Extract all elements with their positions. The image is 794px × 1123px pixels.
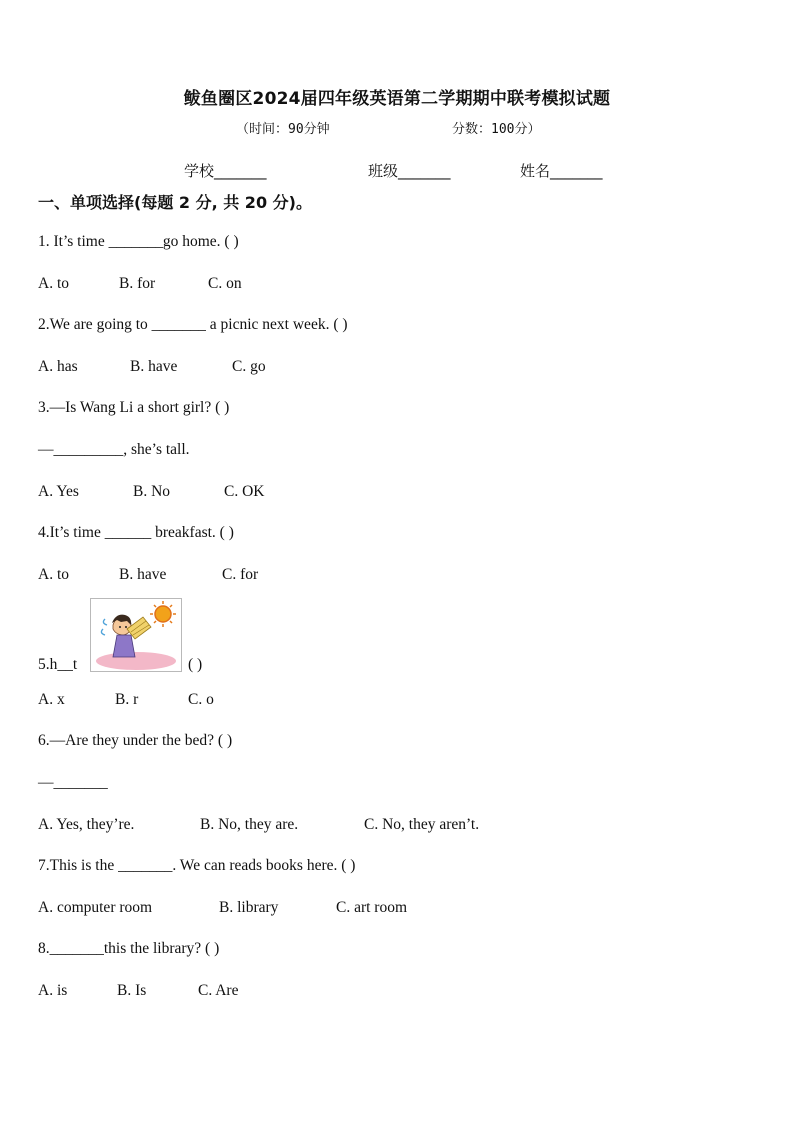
q2-option-b: B. have [130, 358, 178, 375]
question-1: 1. It’s time _______go home. ( ) [38, 233, 239, 250]
question-5-blank: ( ) [188, 656, 203, 673]
question-7: 7.This is the _______. We can reads books here. ( ) [38, 857, 356, 874]
q4-option-b: B. have [119, 566, 167, 583]
class-field: 班级_______ [368, 162, 451, 180]
q4-option-c: C. for [222, 566, 259, 583]
exam-title: 鲅鱼圈区2024届四年级英语第二学期期中联考模拟试题 [183, 89, 611, 109]
q3-option-a: A. Yes [38, 483, 79, 500]
q1-option-b: B. for [119, 275, 156, 292]
q1-option-a: A. to [38, 275, 69, 292]
q7-option-c: C. art room [336, 899, 408, 916]
question-6: 6.—Are they under the bed? ( ) [38, 732, 233, 749]
q5-option-a: A. x [38, 691, 65, 708]
q2-option-a: A. has [38, 358, 78, 375]
question-2: 2.We are going to _______ a picnic next week. ( ) [38, 316, 348, 333]
exam-time: （时间：90分钟 [236, 122, 330, 137]
q6-option-b: B. No, they are. [200, 816, 299, 833]
question-5: 5.h__t [38, 656, 78, 673]
q2-option-c: C. go [232, 358, 266, 375]
question-6-reply: —_______ [38, 774, 108, 791]
q1-option-c: C. on [208, 275, 242, 292]
boy-fanning-under-sun-icon [91, 599, 181, 671]
question-3: 3.—Is Wang Li a short girl? ( ) [38, 399, 230, 416]
q5-option-b: B. r [115, 691, 139, 708]
q8-option-c: C. Are [198, 982, 239, 999]
q8-option-b: B. Is [117, 982, 147, 999]
exam-score: 分数：100分） [452, 122, 541, 137]
school-field: 学校_______ [184, 162, 267, 180]
q7-option-b: B. library [219, 899, 279, 916]
q3-option-b: B. No [133, 483, 171, 500]
section-title: 一、单项选择(每题 2 分, 共 20 分)。 [38, 193, 312, 212]
q8-option-a: A. is [38, 982, 68, 999]
sun-icon [150, 601, 176, 627]
hot-picture [90, 598, 182, 672]
q3-option-c: C. OK [224, 483, 265, 500]
q5-option-c: C. o [188, 691, 214, 708]
q6-option-c: C. No, they aren’t. [364, 816, 480, 833]
q7-option-a: A. computer room [38, 899, 153, 916]
question-4: 4.It’s time ______ breakfast. ( ) [38, 524, 234, 541]
question-3-reply: —_________, she’s tall. [38, 441, 190, 458]
q4-option-a: A. to [38, 566, 69, 583]
question-8: 8._______this the library? ( ) [38, 940, 220, 957]
name-field: 姓名_______ [520, 162, 603, 180]
q6-option-a: A. Yes, they’re. [38, 816, 135, 833]
